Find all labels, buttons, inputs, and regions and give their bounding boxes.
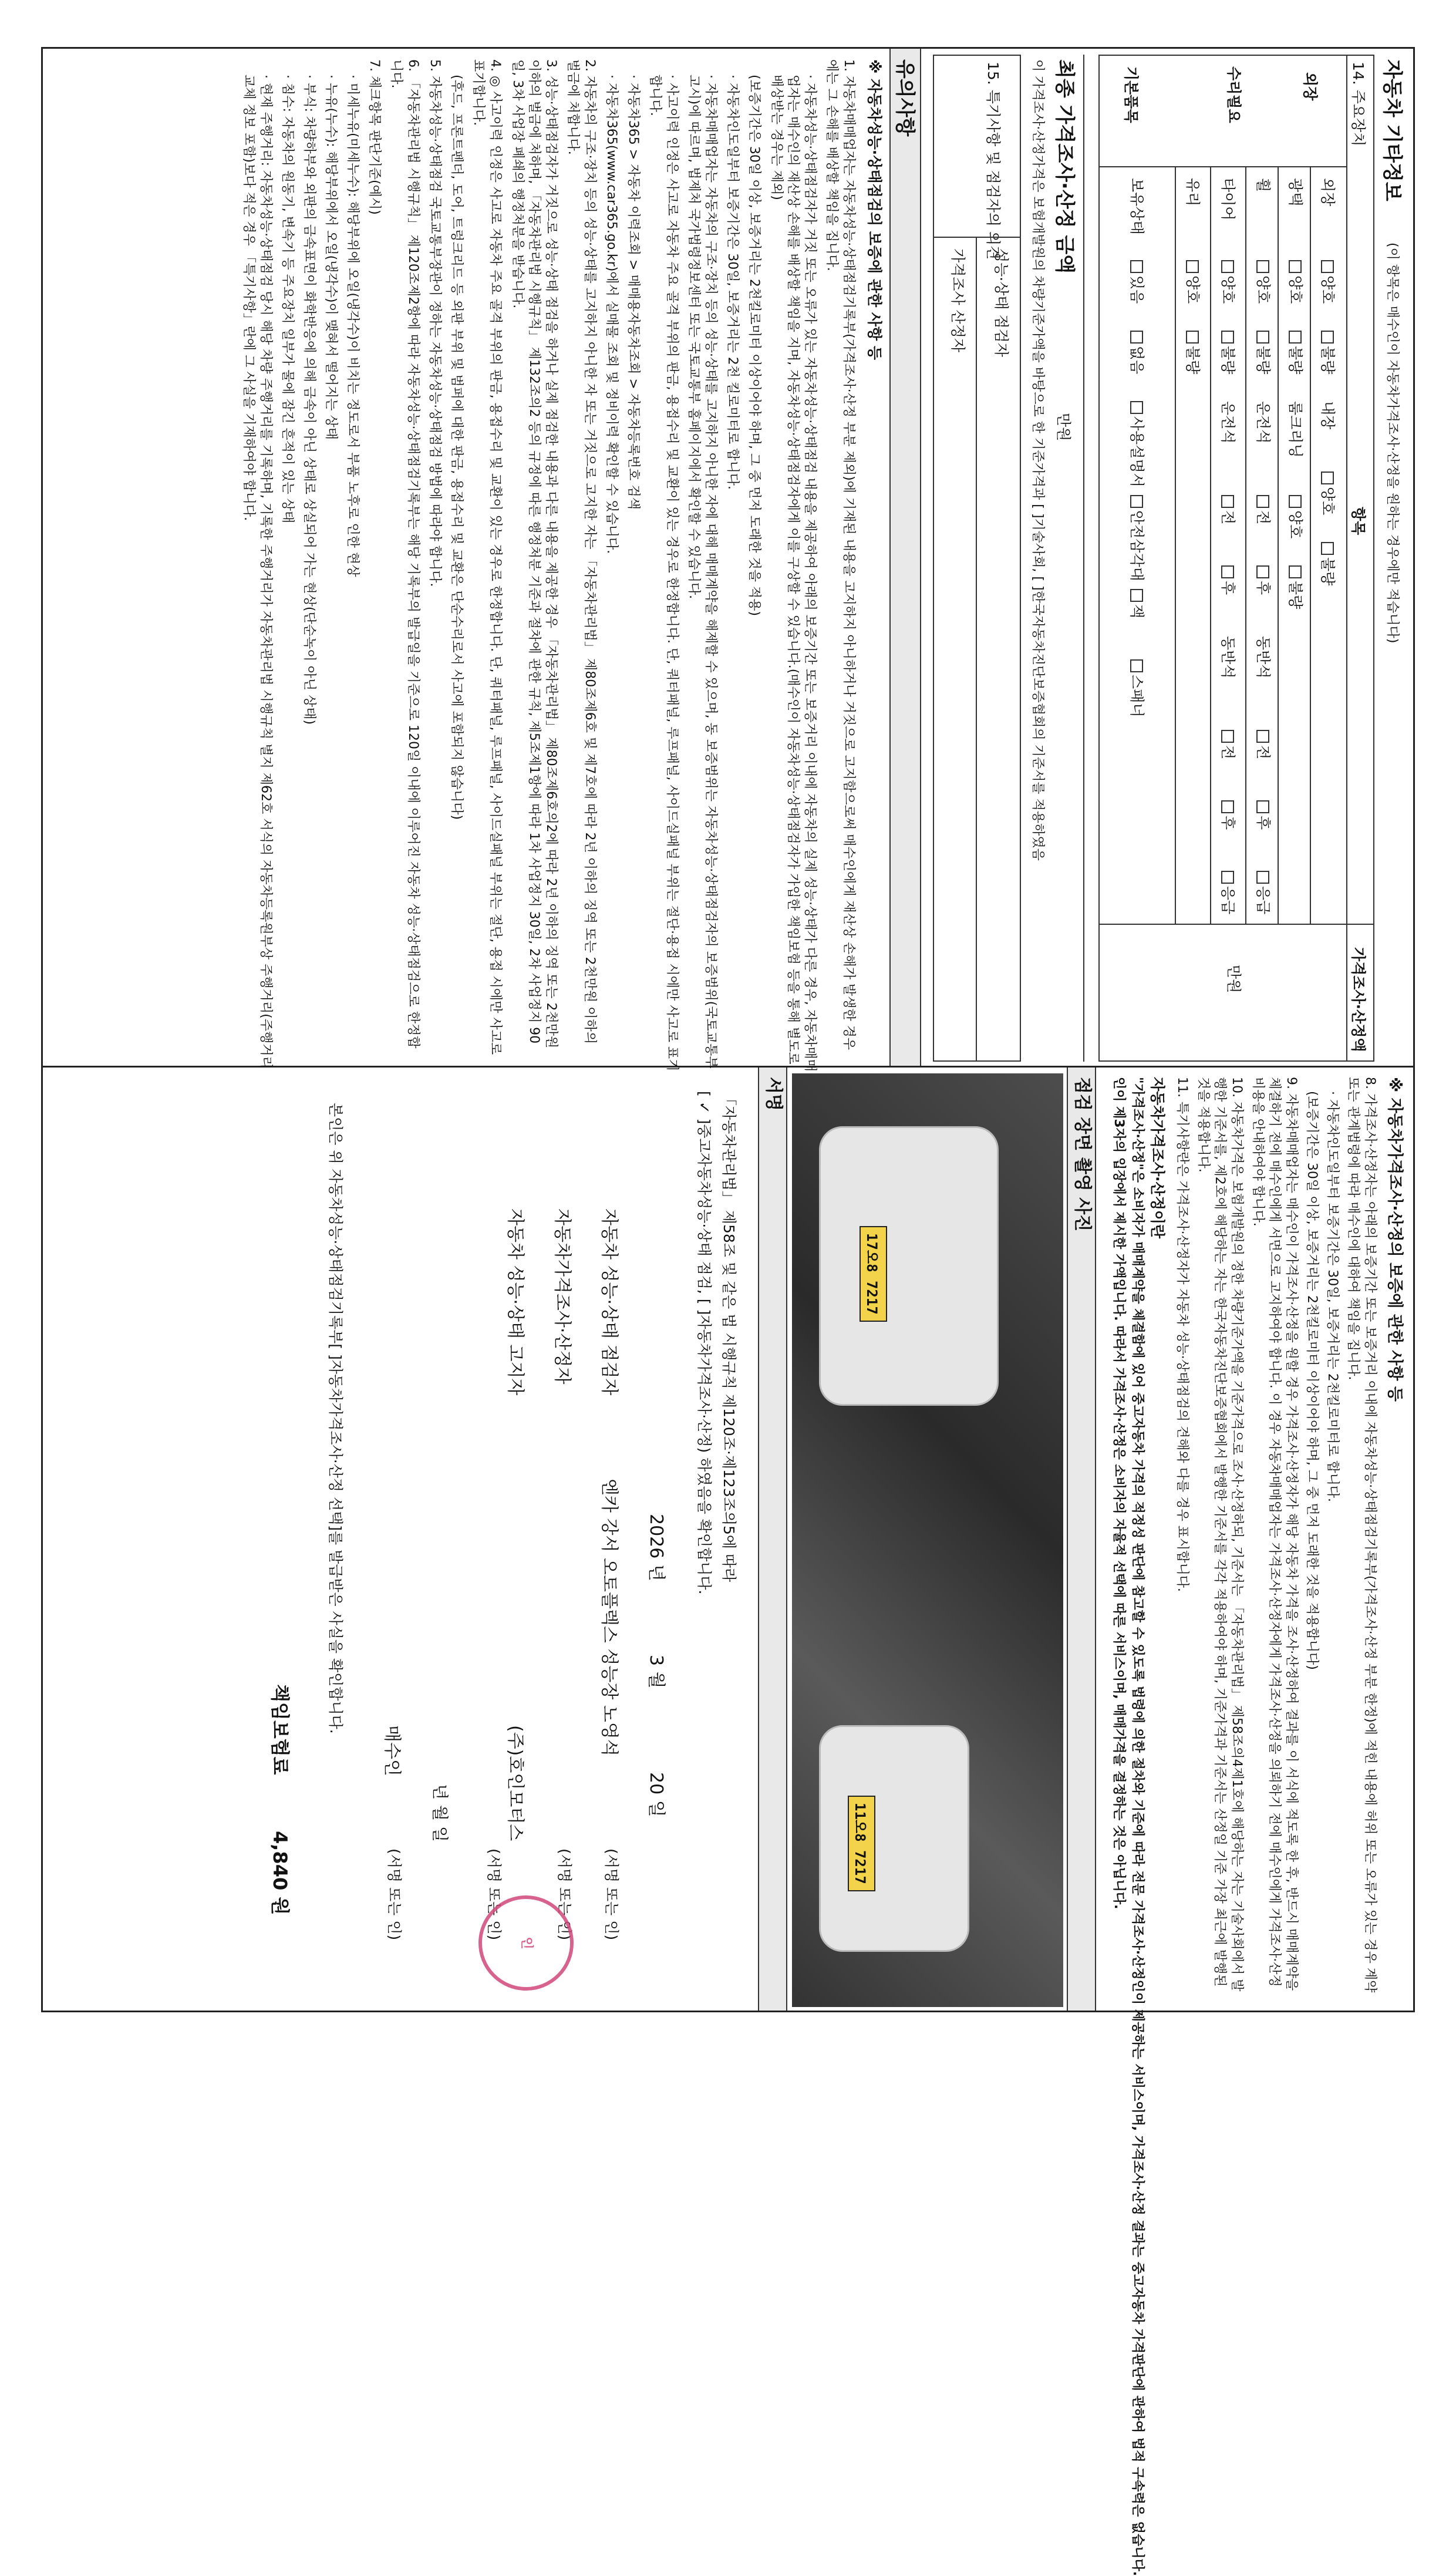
option-text: 후	[1219, 816, 1236, 830]
option-text: 양호	[1287, 510, 1304, 539]
checkbox-icon[interactable]	[1221, 331, 1234, 344]
guide-item: 10. 자동차가격은 보험개발원의 정한 차량기준가액을 기준가격으로 조사·산정하되, 기준서는 「자동차관리법」 제58조의4제1호에 해당하는 자는 기술사회에서 발행한 기준서를, 제2호에 해당하는 자는 한국자동차진단보증협회에서 발행한 기준서를 각각 적용하여야 하며, 기준가격과 기준서는 산정일 기준 가장 최근에 발행된 것을 적용합니다.	[1195, 1077, 1244, 1992]
final-top-line	[1083, 55, 1084, 1062]
row-label: 타이어	[1219, 178, 1236, 221]
note-item: · 자동차365 > 자동차 이력조회 > 매매용자동차조회 > 자동차등록번호 검색	[626, 75, 641, 510]
checkbox-icon[interactable]	[1130, 401, 1143, 414]
notes-band	[889, 49, 921, 1066]
option-label	[1253, 636, 1273, 678]
option-checkbox[interactable]	[1183, 260, 1202, 304]
checkbox-icon[interactable]	[1256, 800, 1269, 813]
option-text: 불량	[1255, 346, 1272, 375]
option-checkbox[interactable]	[1127, 495, 1147, 581]
section-title: 자동차 기타정보	[1380, 59, 1404, 201]
option-text: 동반석	[1255, 636, 1272, 679]
option-checkbox[interactable]	[1253, 495, 1273, 524]
inspector-sign: (서명 또는 인)	[603, 1848, 620, 1941]
sign-band	[758, 1068, 787, 2011]
option-text: 잭	[1128, 604, 1145, 619]
checkbox-icon[interactable]	[1221, 871, 1234, 884]
checkbox-icon[interactable]	[1289, 331, 1302, 344]
option-checkbox[interactable]	[1318, 542, 1337, 585]
checkbox-icon[interactable]	[1130, 659, 1143, 672]
checkbox-icon[interactable]	[1256, 260, 1269, 273]
item15-inspector: 성능·상태 점검자	[993, 248, 1010, 357]
note-item: 5. 자동차성능·상태점검 국토교통부장관이 정하는 자동차성능·상태점검 방법에 따라야 합니다.	[427, 59, 442, 587]
license-plate-side: 11오8 7217	[848, 1796, 875, 1891]
option-checkbox[interactable]	[1286, 495, 1305, 538]
row-label: 유리	[1184, 178, 1201, 207]
row-label: 보유상태	[1128, 178, 1145, 235]
option-text: 전	[1255, 745, 1272, 760]
option-checkbox[interactable]	[1286, 565, 1305, 609]
option-checkbox[interactable]	[1253, 730, 1273, 759]
option-label	[1218, 636, 1238, 678]
row-divider	[1245, 166, 1246, 924]
option-checkbox[interactable]	[1127, 260, 1147, 304]
group-repair: 수리필요	[1225, 66, 1242, 123]
option-text: 불량	[1319, 557, 1336, 586]
item15-label: 15. 특기사항 및 점검자의 의견	[985, 62, 1002, 260]
option-text: 스패너	[1128, 675, 1145, 718]
checkbox-icon[interactable]	[1289, 260, 1302, 273]
role-appraiser: 자동차가격조사·산정자	[552, 1208, 572, 1385]
checkbox-icon[interactable]	[1321, 542, 1334, 555]
note-item: · 누유(누수): 해당부위에서 오일(냉각수)이 맺혀서 떨어지는 상태	[323, 75, 338, 440]
option-checkbox[interactable]	[1253, 565, 1273, 595]
insurance-amount: 4,840 원	[269, 1831, 291, 1915]
checkbox-icon[interactable]	[1186, 331, 1199, 344]
row-label: 광택	[1287, 178, 1304, 207]
option-text: 후	[1255, 581, 1272, 595]
option-label	[1318, 401, 1337, 429]
inspection-record-sheet	[41, 47, 1415, 2576]
buyer-confirm: 본인은 위 자동차성능·상태점검기록부[ ]자동차가격조사·산정 선택]를 발급받은 사실을 확인합니다.	[327, 1103, 344, 1734]
option-checkbox[interactable]	[1253, 871, 1273, 914]
car-front-view	[819, 1126, 999, 1406]
final-title: 최종 가격조사·산정 금액	[1053, 59, 1076, 274]
checkbox-icon[interactable]	[1321, 260, 1334, 273]
option-text: 불량	[1219, 346, 1236, 375]
sign-check: [ ✓ ]중고자동차성능·상태 점검, [ ]자동차가격조사·산정) 하였음을 확인합니다.	[696, 1091, 713, 1595]
group-basic: 기본품목	[1123, 66, 1140, 123]
row-divider	[1310, 166, 1311, 924]
date-month: 3 월	[646, 1655, 666, 1689]
option-text: 불량	[1287, 581, 1304, 610]
table-header-line	[1346, 55, 1347, 1062]
option-text: 운전석	[1255, 401, 1272, 444]
group-exterior: 외장	[1302, 72, 1319, 101]
guide-item: (보증기간은 30일 이상, 보증거리는 2천킬로미터 이상이어야 하며, 그 중 먼저 도래한 것을 적용합니다)	[1305, 1091, 1319, 1670]
option-text: 운전석	[1219, 401, 1236, 444]
insurance-label: 책임보험료	[269, 1684, 291, 1775]
checkbox-icon[interactable]	[1289, 565, 1302, 578]
option-text: 양호	[1319, 487, 1336, 516]
car-side-view	[819, 1725, 969, 1952]
note-item: · 침수: 자동차의 원동기, 변속기 등 주요장치 일부가 물에 잠긴 흔적이 있는 상태	[280, 75, 295, 524]
inspector-name: 엔카 강서 오토플렉스 성능장 노영석	[599, 1479, 619, 1756]
note-item: 3. 성능·상태점검자가 거짓으로 성능·상태 점검을 하거나 실제 점검한 내용과 다른 내용을 제공한 경우 「자동차관리법」 제80조제6호의2에 따라 2년 이하의 징역 또는 2천만원 이하의 벌금에 처하며, 「자동차관리법 시행규칙」 제132조의2 등의 규정에 따른 행정처분 기준과 절차에 관한 규칙, 제5조제1항에 따라 1차 사업정지 30일, 2차 사업정지 90일, 3차 사업장 폐쇄의 행정처분을 받습니다.	[510, 59, 558, 1049]
note-item: · 사고이력 인정은 사고로 자동차 주요 골격 부위의 판금, 용접수리 및 교환이 있는 경우로 한정합니다. 단, 쿼터패널, 루프패널, 사이드실패널 부위는 절단·용접 시에만 사고로 표기합니다.	[648, 75, 679, 1072]
option-text: 전	[1219, 745, 1236, 760]
option-text: 없음	[1128, 346, 1145, 375]
guide-item: 8. 가격조사·산정자는 아래의 보증기간 또는 보증거리 이내에 자동차성능·상태점검기록부(가격조사·산정 부분 한정)에 적힌 내용에 허위 또는 오류가 있는 경우 계약 또는 관계법령에 따라 매수인에 대하여 책임을 집니다.	[1346, 1077, 1377, 1993]
price-divider	[1098, 924, 1374, 925]
notes-title: 유의사항	[893, 59, 916, 137]
item-column-header: 항목	[1350, 507, 1367, 536]
guide-item: 11. 특기사항란은 가격조사·산정자가 자동차 성능·상태점검의 견해와 다를 경우 표시합니다.	[1175, 1077, 1189, 1592]
checkbox-icon[interactable]	[1130, 589, 1143, 602]
note-item: · 자동차인도일부터 보증기간은 30일, 보증거리는 2천 킬로미터로 합니다.	[725, 75, 740, 490]
option-checkbox[interactable]	[1286, 331, 1305, 374]
checkbox-icon[interactable]	[1130, 260, 1143, 273]
note-item: 4. ◎ 사고이력 인정은 사고로 자동차 주요 골격 부위의 판금, 용접수리 및 교환이 있는 경우로 한정합니다. 단, 쿼터패널, 루프패널, 사이드실패널 부위는 절단, 용접 시에만 사고로 표기합니다.	[471, 59, 503, 1055]
option-checkbox[interactable]	[1253, 800, 1273, 830]
checkbox-icon[interactable]	[1221, 730, 1234, 743]
role-notifier: 자동차 성능·상태 고지자	[505, 1208, 525, 1396]
checkbox-icon[interactable]	[1321, 472, 1334, 484]
option-checkbox[interactable]	[1218, 565, 1238, 595]
row-divider	[1210, 166, 1211, 924]
option-checkbox[interactable]	[1253, 260, 1273, 304]
row-label: 휠	[1255, 178, 1272, 193]
final-amount-unit: 만원	[1055, 413, 1072, 442]
note-item: · 자동차365(www.car365.go.kr)에서 실매물 조회 및 정비이력 확인할 수 있습니다.	[604, 75, 619, 554]
note-item: · 미세누유(미세누수): 해당부위에 오일(냉각수)이 비치는 정도로서 부품 노후로 인한 현상	[345, 75, 360, 577]
definition-title: 자동차가격조사·산정이란	[1149, 1077, 1166, 1239]
option-text: 응급	[1255, 886, 1272, 915]
option-checkbox[interactable]	[1218, 871, 1238, 914]
sign-title: 서명	[763, 1077, 784, 1111]
license-plate-front: 17오8 7217	[860, 1226, 887, 1322]
note-item: · 현재 주행거리: 자동차성능·상태점검 당시 해당 차량 주행거리를 기록하며, 기록한 주행거리가 자동차관리법 시행규칙 별지 제62호 서식의 자동차등록원부상 주행거리(주행거리 교체 정보 포함)보다 적은 경우 「특기사항」란에 그 사실을 기재하여야 합니다.	[241, 75, 273, 1069]
role-inspector: 자동차 성능·상태 점검자	[599, 1208, 619, 1396]
option-text: 불량	[1287, 346, 1304, 375]
checkbox-icon[interactable]	[1321, 331, 1334, 344]
price-unit: 만원	[1225, 965, 1242, 994]
section-note: (이 항목은 매수인이 자동차가격조사·산정을 원하는 경우에만 적습니다)	[1385, 243, 1400, 644]
notifier-sign: (서명 또는 인)	[486, 1848, 503, 1941]
remarks-box	[933, 55, 1021, 1062]
option-checkbox[interactable]	[1286, 260, 1305, 304]
note-item: 2. 자동차의 구조·장치 등의 성능·상태를 고지하지 아니한 자 또는 거짓으로 고지한 자는 「자동차관리법」 제80조제6호 및 제7호에 따라 2년 이하의 징역 또는 2천만원 이하의 벌금에 처합니다.	[565, 59, 597, 1044]
row-label: 외장	[1319, 178, 1336, 207]
option-text: 양호	[1319, 275, 1336, 304]
note-item: · 자동차매매업자는 자동차의 구조·장치 등의 성능·상태를 고지하지 아니한 자에 대해 매매계약을 해제할 수 있으며, 동 보증범위는 자동차성능·상태점검자의 보증범위(국토교통부 고시)에 따르며, 법제처 국가법령정보센터 또는 국토교통부 홈페이지에서 확인할 수 있습니다.	[686, 75, 718, 1069]
notifier-name: (주)호인모터스	[505, 1725, 525, 1841]
checkbox-icon[interactable]	[1256, 331, 1269, 344]
option-text: 불량	[1184, 346, 1201, 375]
option-checkbox[interactable]	[1218, 260, 1238, 304]
option-label	[1218, 401, 1238, 443]
option-text: 양호	[1184, 275, 1201, 304]
checkbox-icon[interactable]	[1221, 495, 1234, 508]
photo-title: 점검 장면 촬영 사진	[1072, 1077, 1093, 1232]
note-item: 7. 체크항목 판단기준(예시)	[367, 59, 382, 215]
option-text: 양호	[1255, 275, 1272, 304]
notes-subtitle: ※ 자동차성능·상태점검의 보증에 관한 사항 등	[866, 59, 883, 361]
row-divider	[1278, 166, 1279, 924]
option-text: 안전삼각대	[1128, 510, 1145, 581]
appraiser-sign: (서명 또는 인)	[556, 1848, 573, 1941]
remarks-mid-line	[976, 237, 977, 1062]
right-column	[43, 1068, 1413, 2576]
option-label	[1253, 401, 1273, 443]
inspection-photo	[792, 1073, 1063, 2007]
option-checkbox[interactable]	[1218, 495, 1238, 524]
option-checkbox[interactable]	[1318, 331, 1337, 374]
option-text: 응급	[1219, 886, 1236, 915]
note-item: 1. 자동차매매업자는 자동차성능·상태점검기록부(가격조사·산정 부분 제외)에 기재된 내용을 고지하지 아니하거나 거짓으로 고지함으로써 매수인에게 재산상 손해가 발생한 경우에는 그 손해를 배상할 책임을 집니다.	[824, 59, 856, 1050]
option-text: 전	[1219, 510, 1236, 525]
option-checkbox[interactable]	[1127, 659, 1147, 717]
checkbox-icon[interactable]	[1256, 730, 1269, 743]
option-text: 양호	[1219, 275, 1236, 304]
option-text: 불량	[1319, 346, 1336, 375]
option-checkbox[interactable]	[1127, 401, 1147, 487]
checkbox-icon[interactable]	[1221, 260, 1234, 273]
left-column	[43, 49, 1413, 1072]
option-checkbox[interactable]	[1253, 331, 1273, 374]
guide-item: 9. 자동차매매업자는 매수인이 가격조사·산정을 원할 경우 가격조사·산정자가 해당 자동차 가격을 조사·산정하여 결과를 이 서식에 적도록 한 후, 반드시 매매계약을 체결하기 전에 매수인에게 서면으로 고지하여야 합니다. 이 경우 자동차매매업자는 가격조사·산정자에게 가격조사·산정을 의뢰하기 전에 매수인에게 가격조사·산정 비용을 안내하여야 합니다.	[1250, 1077, 1299, 1991]
row-divider	[1175, 166, 1176, 924]
sign-law: 「자동차관리법」 제58조 및 같은 법 시행규칙 제120조·제123조의5에 따라	[720, 1091, 737, 1582]
option-checkbox[interactable]	[1318, 260, 1337, 304]
item15-appraiser: 가격조사 산정자	[949, 248, 966, 352]
note-item: · 부식: 차량하부와 외판의 금속표면이 화학반응에 의해 금속이 아닌 상태로 상실되어 가는 현상(단순녹이 아닌 상태)	[302, 75, 316, 725]
checkbox-icon[interactable]	[1186, 260, 1199, 273]
note-item: (보증기간은 30일 이상, 보증거리는 2천킬로미터 이상이어야 하며, 그 중 먼저 도래한 것을 적용)	[747, 75, 761, 617]
option-text: 사용설명서	[1128, 416, 1145, 487]
remarks-divider	[933, 237, 1021, 238]
checkbox-icon[interactable]	[1130, 331, 1143, 344]
note-item: 6. 「자동차관리법 시행규칙」 제120조제2항에 따라 자동차성능·상태점검기록부는 해당 기록부의 발급일을 기준으로 120일 이내에 이루어진 자동차 성능·상태점검으로 한정합니다.	[389, 59, 420, 1049]
option-text: 동반석	[1219, 636, 1236, 679]
checkbox-icon[interactable]	[1289, 495, 1302, 508]
option-text: 전	[1255, 510, 1272, 525]
option-checkbox[interactable]	[1218, 331, 1238, 374]
buyer-date: 년 월 일	[430, 1784, 450, 1842]
checkbox-icon[interactable]	[1221, 565, 1234, 578]
guide-title: ※ 자동차가격조사·산정의 보증에 관한 사항 등	[1386, 1077, 1404, 1402]
checkbox-icon[interactable]	[1256, 495, 1269, 508]
date-day: 20 일	[646, 1772, 666, 1817]
checkbox-icon[interactable]	[1256, 871, 1269, 884]
definition-text-2: 인이 제3자의 입장에서 제시한 가액입니다. 따라서 가격조사·산정은 소비자의 자율적 선택에 따른 서비스이며, 매매가격을 결정하는 것은 아닙니다.	[1111, 1077, 1126, 1910]
date-year: 2026 년	[646, 1514, 666, 1581]
checkbox-icon[interactable]	[1221, 800, 1234, 813]
option-checkbox[interactable]	[1183, 331, 1202, 374]
option-checkbox[interactable]	[1318, 472, 1337, 515]
option-text: 내장	[1319, 401, 1336, 430]
option-text: 룸크리닝	[1287, 401, 1304, 458]
option-label	[1286, 401, 1305, 458]
company-seal: 인	[478, 1895, 574, 1991]
price-column-header: 가격조사·산정액	[1350, 947, 1367, 1052]
option-text: 후	[1219, 581, 1236, 595]
definition-text-1: "가격조사·산정"은 소비자가 매매계약을 체결함에 있어 중고자동차 가격의 적정성 판단에 참고할 수 있도록 법령에 의한 절차와 기준에 따라 전문 가격조사·산정인이 제공하는 서비스이며, 가격조사·산정 결과는 중고자동차 가격판단에 관하여 법적 구속력은 없습니다.	[1130, 1077, 1145, 2576]
item14-label: 14. 주요장치	[1350, 62, 1367, 147]
checkbox-icon[interactable]	[1130, 495, 1143, 508]
option-text: 후	[1255, 816, 1272, 830]
buyer-label: 매수인	[382, 1725, 402, 1776]
buyer-sign: (서명 또는 인)	[386, 1848, 403, 1941]
option-checkbox[interactable]	[1218, 800, 1238, 830]
option-text: 있음	[1128, 275, 1145, 304]
checkbox-icon[interactable]	[1256, 565, 1269, 578]
option-text: 양호	[1287, 275, 1304, 304]
option-checkbox[interactable]	[1127, 589, 1147, 618]
option-checkbox[interactable]	[1127, 331, 1147, 374]
option-checkbox[interactable]	[1218, 730, 1238, 759]
guide-item: · 자동차인도일부터 보증기간은 30일, 보증거리는 2천킬로미터로 합니다.	[1325, 1091, 1340, 1502]
note-item: (후드, 프론트펜더, 도어, 트렁크리드 등 외판 부위 및 범퍼에 대한 판금, 용접수리 및 교환은 단순수리로서 사고에 포함되지 않습니다)	[449, 75, 464, 820]
note-item: · 자동차성능·상태점검자가 거짓 또는 오류가 있는 자동차성능·상태점검 내용을 제공하여 아래의 보증기간 또는 보증거리 이내에 자동차의 실제 성능·상태가 다른 경우, 자동차매매업자는 매수인의 재산상 손해를 배상할 책임을 지며, 자동차성능·상태점검자에게 이를 구상할 수 있습니다.(매수인이 자동차성능·상태점검자가 가입한 책임보험 등을 통해 별도로 배상받는 경우는 제외)	[769, 75, 817, 1072]
final-note: 이 가격조사·산정가격은 보험개발원의 차량기준가액을 바탕으로 한 기준가격과 [ ]기술사회, [ ]한국자동차진단보증협회의 기준서를 적용하였음	[1030, 59, 1045, 861]
